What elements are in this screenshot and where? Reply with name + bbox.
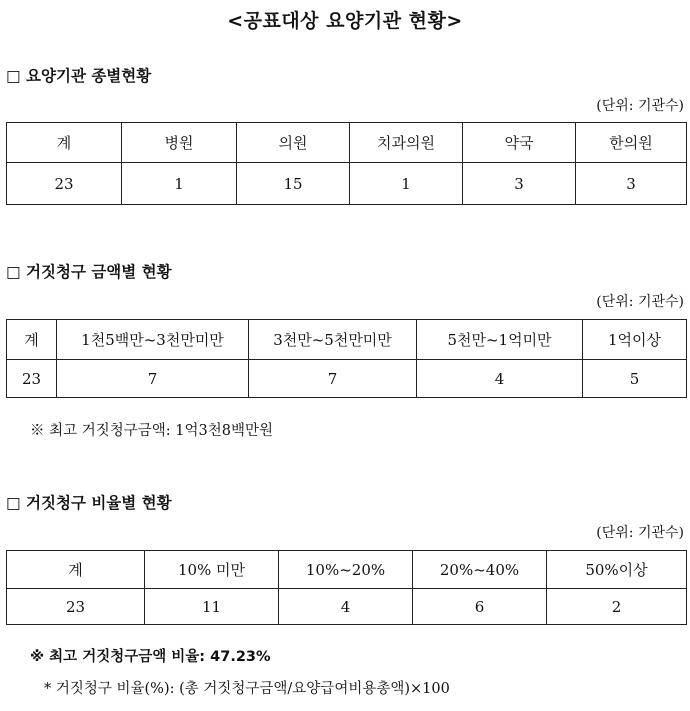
amount-table bbox=[6, 319, 687, 398]
max-ratio-note: ※ 최고 거짓청구금액 비율: 47.23% bbox=[30, 649, 271, 665]
value-cell: 6 bbox=[413, 589, 547, 625]
header-cell: 5천만~1억미만 bbox=[417, 320, 583, 360]
value-cell: 2 bbox=[547, 589, 687, 625]
unit-label: (단위: 기관수) bbox=[596, 294, 684, 310]
header-cell: 3천만~5천만미만 bbox=[249, 320, 417, 360]
section-heading-ratio: □ 거짓청구 비율별 현황 bbox=[6, 494, 172, 512]
value-cell: 3 bbox=[576, 163, 687, 205]
unit-label: (단위: 기관수) bbox=[596, 98, 684, 114]
value-cell: 4 bbox=[417, 360, 583, 398]
value-cell: 7 bbox=[249, 360, 417, 398]
header-cell: 1억이상 bbox=[583, 320, 687, 360]
header-cell: 치과의원 bbox=[350, 123, 463, 163]
unit-label: (단위: 기관수) bbox=[596, 525, 684, 541]
value-cell: 23 bbox=[7, 360, 57, 398]
header-cell: 1천5백만~3천만미만 bbox=[57, 320, 249, 360]
header-cell: 병원 bbox=[122, 123, 237, 163]
max-amount-note: ※ 최고 거짓청구금액: 1억3천8백만원 bbox=[30, 423, 273, 439]
header-cell: 의원 bbox=[237, 123, 350, 163]
header-cell: 계 bbox=[7, 123, 122, 163]
header-cell: 계 bbox=[7, 551, 145, 589]
type-table bbox=[6, 122, 687, 205]
ratio-table bbox=[6, 550, 687, 625]
page-title: <공표대상 요양기관 현황> bbox=[227, 10, 463, 32]
header-cell: 10% 미만 bbox=[145, 551, 279, 589]
value-cell: 15 bbox=[237, 163, 350, 205]
section-heading-amount: □ 거짓청구 금액별 현황 bbox=[6, 263, 172, 281]
header-cell: 계 bbox=[7, 320, 57, 360]
header-cell: 약국 bbox=[463, 123, 576, 163]
section-heading-type: □ 요양기관 종별현황 bbox=[6, 67, 152, 85]
value-cell: 11 bbox=[145, 589, 279, 625]
value-cell: 23 bbox=[7, 589, 145, 625]
value-cell: 1 bbox=[350, 163, 463, 205]
value-cell: 4 bbox=[279, 589, 413, 625]
header-cell: 20%~40% bbox=[413, 551, 547, 589]
header-cell: 50%이상 bbox=[547, 551, 687, 589]
value-cell: 7 bbox=[57, 360, 249, 398]
header-cell: 10%~20% bbox=[279, 551, 413, 589]
value-cell: 23 bbox=[7, 163, 122, 205]
header-cell: 한의원 bbox=[576, 123, 687, 163]
value-cell: 3 bbox=[463, 163, 576, 205]
value-cell: 5 bbox=[583, 360, 687, 398]
ratio-formula-note: * 거짓청구 비율(%): (총 거짓청구금액/요양급여비용총액)×100 bbox=[44, 681, 450, 697]
value-cell: 1 bbox=[122, 163, 237, 205]
